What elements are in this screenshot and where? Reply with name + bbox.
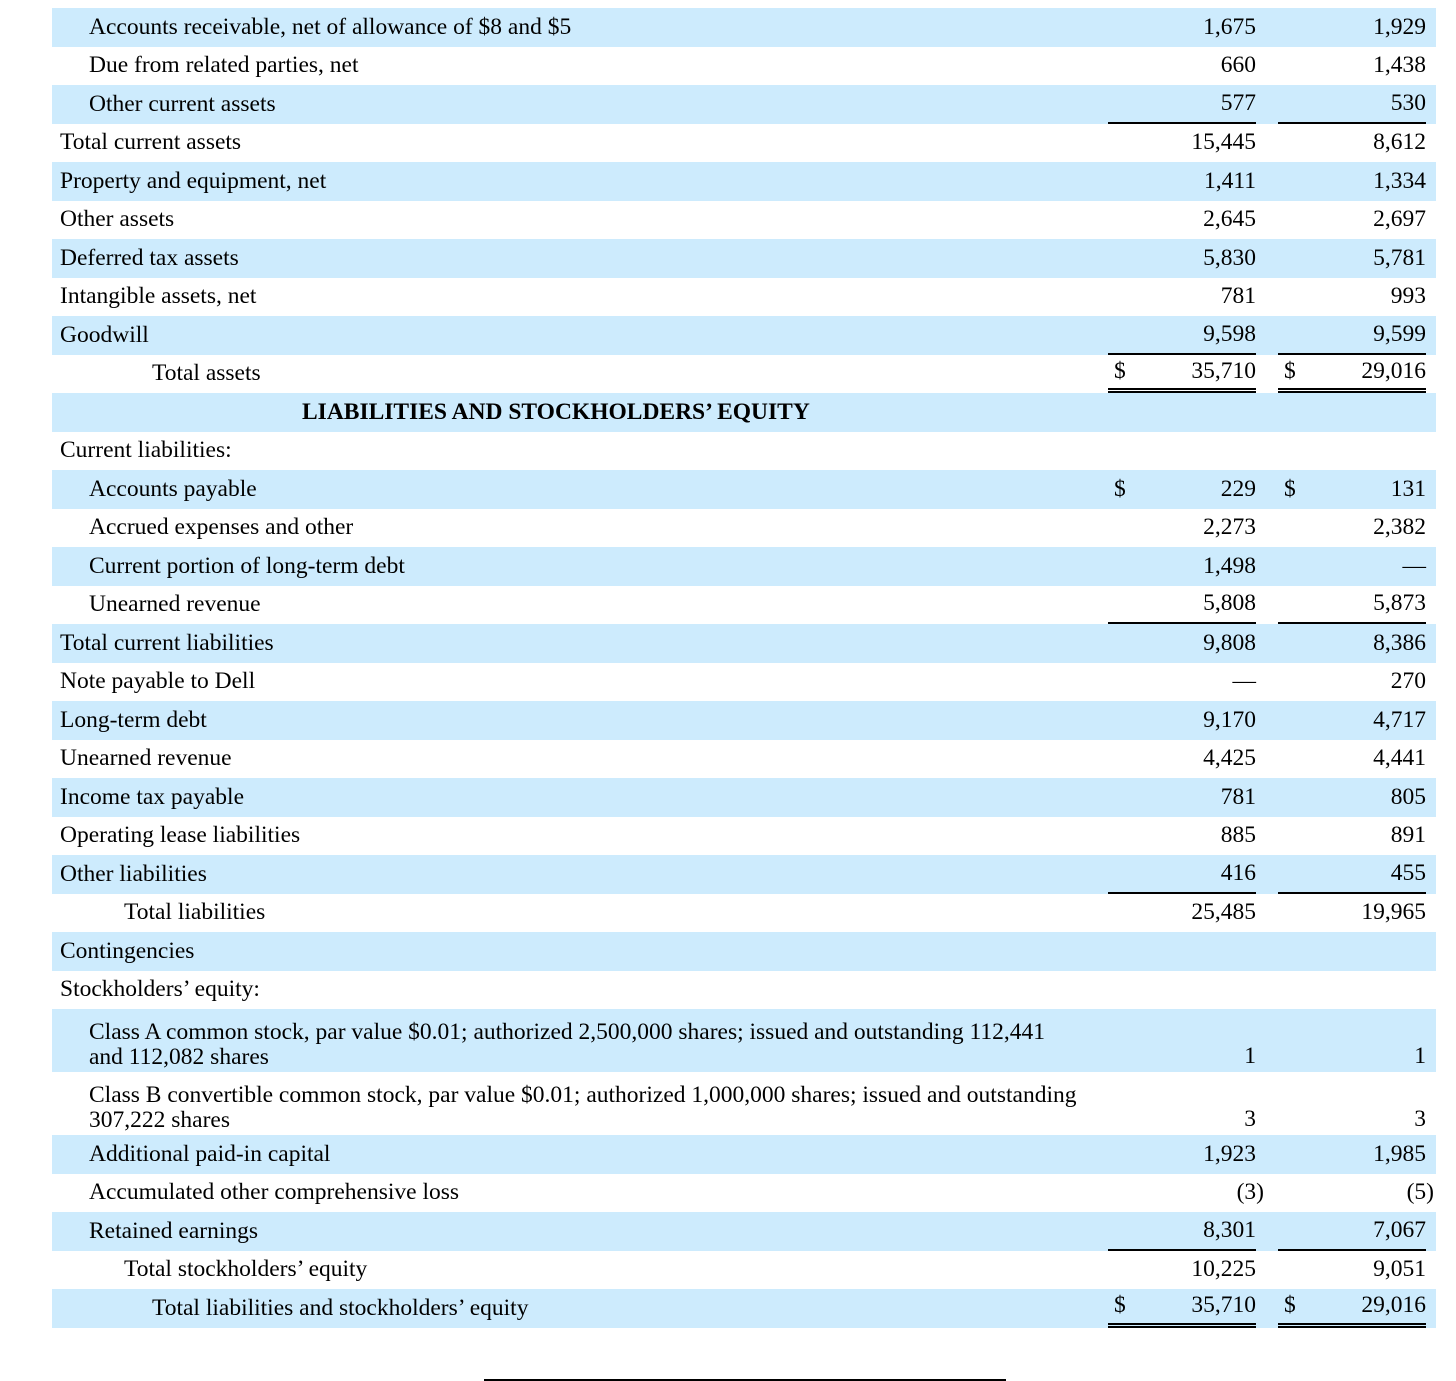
cell-value: 5,808 xyxy=(1203,590,1256,617)
table-row xyxy=(52,778,1436,817)
value-cell-prior xyxy=(1278,1251,1426,1290)
table-row xyxy=(52,201,1436,240)
value-cell-prior xyxy=(1278,1174,1434,1213)
value-cell-current xyxy=(1108,547,1256,586)
row-label: Retained earnings xyxy=(89,1217,259,1244)
value-cell-current xyxy=(1108,278,1256,317)
value-cell-prior xyxy=(1278,547,1426,586)
table-row xyxy=(52,624,1436,663)
row-label: Income tax payable xyxy=(60,783,244,810)
cell-value: 1,334 xyxy=(1373,167,1426,194)
value-cell-prior xyxy=(1278,162,1426,201)
value-cell-prior xyxy=(1278,278,1426,317)
cell-value: 5,873 xyxy=(1373,590,1426,617)
value-cell-prior xyxy=(1278,509,1426,548)
value-cell-current xyxy=(1108,85,1256,124)
cell-value: 4,717 xyxy=(1373,706,1426,733)
cell-value: 8,612 xyxy=(1373,129,1426,156)
value-cell-current xyxy=(1108,393,1256,432)
value-cell-prior xyxy=(1278,624,1426,663)
row-label: Intangible assets, net xyxy=(60,283,257,310)
value-cell-current xyxy=(1108,1135,1256,1174)
cell-value: (5) xyxy=(1406,1179,1434,1206)
cell-value: 4,441 xyxy=(1373,745,1426,772)
currency-symbol: $ xyxy=(1114,1292,1126,1319)
row-label: Property and equipment, net xyxy=(60,167,327,194)
value-cell-current xyxy=(1108,701,1256,740)
cell-value: 15,445 xyxy=(1191,129,1256,156)
currency-symbol: $ xyxy=(1284,1292,1296,1319)
row-label: Class A common stock, par value $0.01; authorized 2,500,000 shares; issued and outstanding 112,441 and 112,082 shares xyxy=(89,1019,1045,1070)
table-row xyxy=(52,316,1436,355)
cell-value: 5,830 xyxy=(1203,244,1256,271)
cell-value: 19,965 xyxy=(1361,899,1426,926)
value-cell-prior xyxy=(1278,817,1426,856)
table-row xyxy=(52,855,1436,894)
currency-symbol: $ xyxy=(1114,475,1126,502)
row-label: Other assets xyxy=(60,206,175,233)
cell-value: 29,016 xyxy=(1361,1292,1426,1319)
cell-value: 1,675 xyxy=(1203,13,1256,40)
row-label: Goodwill xyxy=(60,321,149,348)
cell-value: 9,051 xyxy=(1373,1256,1426,1283)
row-label: Total current assets xyxy=(60,129,242,156)
table-row xyxy=(52,162,1436,201)
table-row xyxy=(52,971,1436,1010)
row-label: Contingencies xyxy=(60,937,195,964)
value-cell-current xyxy=(1108,1212,1256,1251)
cell-value: 8,301 xyxy=(1203,1216,1256,1243)
value-cell-current xyxy=(1108,1009,1256,1072)
table-row xyxy=(52,1072,1436,1135)
cell-value: 781 xyxy=(1220,783,1256,810)
value-cell-prior xyxy=(1278,1072,1426,1135)
table-row xyxy=(52,85,1436,124)
value-cell-prior xyxy=(1278,1212,1426,1251)
cell-value: 10,225 xyxy=(1191,1256,1256,1283)
row-label: Other current assets xyxy=(89,90,276,117)
cell-value: 4,425 xyxy=(1203,745,1256,772)
value-cell-prior xyxy=(1278,201,1426,240)
cell-value: 9,170 xyxy=(1203,706,1256,733)
cell-value: (3) xyxy=(1236,1179,1264,1206)
cell-value: 530 xyxy=(1390,89,1426,116)
value-cell-current xyxy=(1108,239,1256,278)
row-label: Accumulated other comprehensive loss xyxy=(89,1179,460,1206)
table-row xyxy=(52,47,1436,86)
cell-value: 805 xyxy=(1390,783,1426,810)
value-cell-prior xyxy=(1278,85,1426,124)
table-row xyxy=(52,1212,1436,1251)
value-cell-current xyxy=(1108,509,1256,548)
table-row xyxy=(52,1289,1436,1328)
cell-value: 35,710 xyxy=(1191,1292,1256,1319)
value-cell-prior xyxy=(1278,1135,1426,1174)
value-cell-prior xyxy=(1278,239,1426,278)
value-cell-prior xyxy=(1278,124,1426,163)
cell-value: 9,808 xyxy=(1203,629,1256,656)
table-row xyxy=(52,278,1436,317)
value-cell-current xyxy=(1108,124,1256,163)
table-row xyxy=(52,1174,1436,1213)
table-row xyxy=(52,239,1436,278)
value-cell-prior xyxy=(1278,432,1426,471)
value-cell-current xyxy=(1108,47,1256,86)
cell-value: 781 xyxy=(1220,283,1256,310)
value-cell-current xyxy=(1108,470,1256,509)
cell-value: 8,386 xyxy=(1373,629,1426,656)
table-row xyxy=(52,817,1436,856)
value-cell-current xyxy=(1108,663,1256,702)
value-cell-current xyxy=(1108,586,1256,625)
cell-value: 885 xyxy=(1220,822,1256,849)
row-label: Class B convertible common stock, par value $0.01; authorized 1,000,000 shares; issued and outstanding 307,222 shares xyxy=(89,1082,1077,1133)
cell-value: 270 xyxy=(1390,668,1426,695)
value-cell-prior xyxy=(1278,47,1426,86)
cell-value: 3 xyxy=(1414,1106,1426,1132)
cell-value: 1 xyxy=(1414,1043,1426,1069)
cell-value: 2,273 xyxy=(1203,514,1256,541)
cell-value: 35,710 xyxy=(1191,357,1256,384)
value-cell-prior xyxy=(1278,663,1426,702)
cell-value: 29,016 xyxy=(1361,357,1426,384)
cell-value: 2,645 xyxy=(1203,206,1256,233)
row-label: Total current liabilities xyxy=(60,629,274,656)
value-cell-current xyxy=(1108,740,1256,779)
value-cell-current xyxy=(1108,817,1256,856)
cell-value: 891 xyxy=(1390,822,1426,849)
row-label: Stockholders’ equity: xyxy=(60,976,260,1003)
table-row xyxy=(52,586,1436,625)
table-row xyxy=(52,470,1436,509)
value-cell-current xyxy=(1108,1289,1256,1328)
row-label: Total liabilities and stockholders’ equity xyxy=(152,1294,529,1321)
row-label: Accounts receivable, net of allowance of $8 and $5 xyxy=(89,13,572,40)
value-cell-current xyxy=(1108,162,1256,201)
row-label: Due from related parties, net xyxy=(89,52,359,79)
row-label: Long-term debt xyxy=(60,706,207,733)
value-cell-prior xyxy=(1278,393,1426,432)
table-row xyxy=(52,1251,1436,1290)
cell-value: 1,923 xyxy=(1203,1140,1256,1167)
table-row xyxy=(52,701,1436,740)
cell-value: 5,781 xyxy=(1373,244,1426,271)
value-cell-current xyxy=(1108,355,1256,394)
cell-value: — xyxy=(1402,552,1426,579)
cell-value: 25,485 xyxy=(1191,899,1256,926)
table-row xyxy=(52,1009,1436,1072)
value-cell-prior xyxy=(1278,355,1426,394)
row-label: Note payable to Dell xyxy=(60,668,256,695)
row-label: Unearned revenue xyxy=(89,591,261,618)
value-cell-current xyxy=(1108,624,1256,663)
value-cell-current xyxy=(1108,932,1256,971)
value-cell-current xyxy=(1108,855,1256,894)
cell-value: 9,598 xyxy=(1203,320,1256,347)
value-cell-current xyxy=(1108,971,1256,1010)
row-label: Current portion of long-term debt xyxy=(89,552,405,579)
currency-symbol: $ xyxy=(1284,357,1296,384)
value-cell-prior xyxy=(1278,316,1426,355)
row-label: Deferred tax assets xyxy=(60,244,239,271)
value-cell-current xyxy=(1108,1072,1256,1135)
value-cell-current xyxy=(1108,316,1256,355)
cell-value: 1 xyxy=(1244,1043,1256,1069)
row-label: Other liabilities xyxy=(60,860,207,887)
cell-value: 1,411 xyxy=(1203,167,1256,194)
cell-value: 993 xyxy=(1390,283,1426,310)
value-cell-current xyxy=(1108,1251,1256,1290)
cell-value: 1,929 xyxy=(1373,13,1426,40)
cell-value: 131 xyxy=(1390,475,1426,502)
cell-value: 2,697 xyxy=(1373,206,1426,233)
value-cell-prior xyxy=(1278,971,1426,1010)
cell-value: 7,067 xyxy=(1373,1216,1426,1243)
row-label: Operating lease liabilities xyxy=(60,822,301,849)
cell-value: 577 xyxy=(1220,89,1256,116)
table-row xyxy=(52,509,1436,548)
row-label: Total stockholders’ equity xyxy=(124,1256,368,1283)
table-row xyxy=(52,355,1436,394)
cell-value: 9,599 xyxy=(1373,320,1426,347)
cell-value: 1,438 xyxy=(1373,52,1426,79)
row-label: Accrued expenses and other xyxy=(89,514,354,541)
cell-value: 2,382 xyxy=(1373,514,1426,541)
balance-sheet-table xyxy=(52,8,1436,1328)
row-label: Unearned revenue xyxy=(60,745,232,772)
cell-value: 660 xyxy=(1220,52,1256,79)
value-cell-current xyxy=(1108,894,1256,933)
value-cell-prior xyxy=(1278,855,1426,894)
value-cell-prior xyxy=(1278,586,1426,625)
table-row xyxy=(52,8,1436,47)
value-cell-current xyxy=(1108,8,1256,47)
value-cell-prior xyxy=(1278,8,1426,47)
row-label: Total liabilities xyxy=(124,899,266,926)
table-row xyxy=(52,894,1436,933)
section-heading: LIABILITIES AND STOCKHOLDERS’ EQUITY xyxy=(302,398,810,425)
value-cell-prior xyxy=(1278,894,1426,933)
row-label: Accounts payable xyxy=(89,475,257,502)
value-cell-prior xyxy=(1278,932,1426,971)
value-cell-prior xyxy=(1278,1289,1426,1328)
table-row xyxy=(52,932,1436,971)
currency-symbol: $ xyxy=(1284,475,1296,502)
value-cell-current xyxy=(1108,201,1256,240)
table-row xyxy=(52,547,1436,586)
row-label: Additional paid-in capital xyxy=(89,1140,331,1167)
value-cell-current xyxy=(1108,432,1256,471)
table-row xyxy=(52,124,1436,163)
row-label: Total assets xyxy=(152,360,261,387)
value-cell-prior xyxy=(1278,470,1426,509)
table-row xyxy=(52,663,1436,702)
value-cell-prior xyxy=(1278,701,1426,740)
value-cell-prior xyxy=(1278,1009,1426,1072)
cell-value: 416 xyxy=(1220,859,1256,886)
cell-value: 1,498 xyxy=(1203,552,1256,579)
cell-value: 455 xyxy=(1390,859,1426,886)
row-label: Current liabilities: xyxy=(60,437,232,464)
table-row xyxy=(52,1135,1436,1174)
cell-value: 229 xyxy=(1220,475,1256,502)
value-cell-prior xyxy=(1278,740,1426,779)
cell-value: 1,985 xyxy=(1373,1140,1426,1167)
cell-value: 3 xyxy=(1244,1106,1256,1132)
currency-symbol: $ xyxy=(1114,357,1126,384)
value-cell-current xyxy=(1108,1174,1264,1213)
value-cell-prior xyxy=(1278,778,1426,817)
value-cell-current xyxy=(1108,778,1256,817)
table-row xyxy=(52,740,1436,779)
table-row xyxy=(52,432,1436,471)
cell-value: — xyxy=(1232,668,1256,695)
table-row xyxy=(52,393,1436,432)
